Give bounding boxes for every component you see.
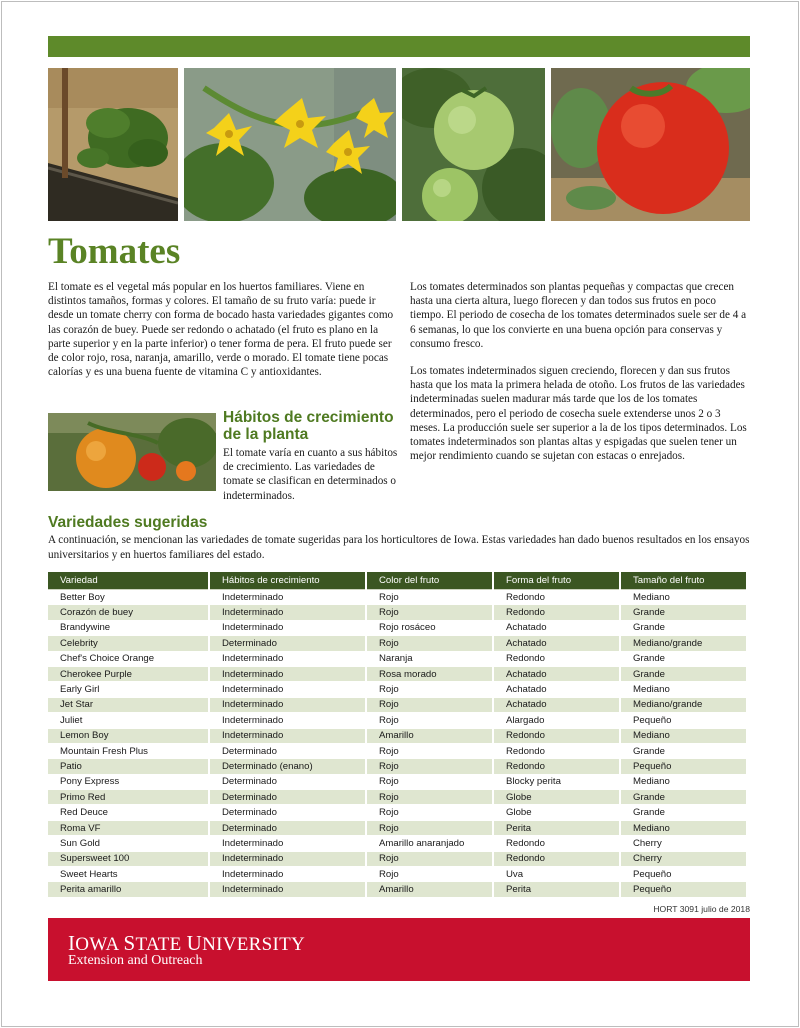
- table-cell: Mediano/grande: [620, 636, 747, 651]
- table-cell: Indeterminado: [209, 651, 366, 666]
- table-cell: Rojo: [366, 790, 493, 805]
- table-cell: Mediano: [620, 590, 747, 605]
- table-row: [48, 697, 747, 712]
- table-cell: Indeterminado: [209, 728, 366, 743]
- table-cell: Grande: [620, 805, 747, 820]
- table-cell: Chef's Choice Orange: [48, 651, 209, 666]
- table-cell: Rojo: [366, 713, 493, 728]
- table-row: [48, 590, 747, 605]
- table-cell: Rojo rosáceo: [366, 620, 493, 635]
- table-cell: Jet Star: [48, 697, 209, 712]
- varieties-heading: Variedades sugeridas: [48, 514, 208, 531]
- table-cell: Corazón de buey: [48, 605, 209, 620]
- table-row: [48, 774, 747, 789]
- table-cell: Perita: [493, 820, 620, 835]
- table-row: [48, 820, 747, 835]
- table-cell: Mediano: [620, 682, 747, 697]
- column-header: Color del fruto: [366, 572, 493, 590]
- table-cell: Cherokee Purple: [48, 666, 209, 681]
- table-cell: Achatado: [493, 636, 620, 651]
- table-cell: Early Girl: [48, 682, 209, 697]
- table-cell: Mountain Fresh Plus: [48, 743, 209, 758]
- table-cell: Determinado: [209, 743, 366, 758]
- table-cell: Uva: [493, 867, 620, 882]
- table-cell: Cherry: [620, 851, 747, 866]
- table-cell: Rojo: [366, 590, 493, 605]
- table-cell: Patio: [48, 759, 209, 774]
- table-cell: Rojo: [366, 605, 493, 620]
- table-cell: Redondo: [493, 759, 620, 774]
- table-cell: Determinado: [209, 820, 366, 835]
- page-title: Tomates: [48, 231, 181, 272]
- table-cell: Redondo: [493, 590, 620, 605]
- column-header: Tamaño del fruto: [620, 572, 747, 590]
- table-cell: Redondo: [493, 605, 620, 620]
- table-cell: Determinado: [209, 790, 366, 805]
- determinate-paragraph: Los tomates determinados son plantas pequeñas y compactas que crecen hasta una cierta altura, luego florecen y dan todos sus frutos en poco tiempo. El periodo de cosecha de los tomates determinados suele ser de 4 a 6 semanas, lo que los convierte en una buena opción para conservas y consumo fresco.: [410, 281, 747, 350]
- column-header: Variedad: [48, 572, 209, 590]
- table-header-row: [48, 572, 747, 590]
- table-cell: Redondo: [493, 836, 620, 851]
- table-cell: Rojo: [366, 867, 493, 882]
- varieties-table: [48, 572, 748, 898]
- table-cell: Achatado: [493, 620, 620, 635]
- table-cell: Rojo: [366, 636, 493, 651]
- table-cell: Red Deuce: [48, 805, 209, 820]
- table-cell: Indeterminado: [209, 713, 366, 728]
- table-cell: Determinado: [209, 805, 366, 820]
- table-row: [48, 743, 747, 758]
- table-cell: Perita amarillo: [48, 882, 209, 897]
- table-cell: Rojo: [366, 774, 493, 789]
- photo-strip: [48, 68, 750, 221]
- table-row: [48, 836, 747, 851]
- university-wordmark: IOWA STATE UNIVERSITY: [68, 931, 306, 955]
- table-cell: Primo Red: [48, 790, 209, 805]
- table-cell: Indeterminado: [209, 836, 366, 851]
- table-cell: Indeterminado: [209, 605, 366, 620]
- table-cell: Grande: [620, 651, 747, 666]
- column-header: Forma del fruto: [493, 572, 620, 590]
- table-cell: Redondo: [493, 851, 620, 866]
- header-green-bar: [48, 36, 750, 57]
- ripening-tomatoes-photo: [48, 413, 216, 491]
- tomato-plant-photo: [48, 68, 178, 221]
- intro-paragraph: El tomate es el vegetal más popular en los huertos familiares. Viene en distintos tamaños, formas y colores. El tamaño de su fruto varía: puede ir desde un tomate cherry con forma de bocado hasta variedades gigantes como las corazón de buey. Puede ser redondo o achatado (el fruto es plano en la parte superior y en la parte inferior) o tener forma de pera. El fruto puede ser de color rojo, rosa, naranja, amarillo, verde o morado. El tomate tiene pocas calorías y es una buena fuente de vitamina C y antioxidantes.: [48, 281, 394, 379]
- table-cell: Grande: [620, 605, 747, 620]
- red-tomato-photo: [551, 68, 750, 221]
- table-cell: Rojo: [366, 851, 493, 866]
- table-row: [48, 759, 747, 774]
- table-cell: Indeterminado: [209, 851, 366, 866]
- growth-habits-heading: Hábitos de crecimiento de la planta: [223, 409, 394, 443]
- table-cell: Rojo: [366, 682, 493, 697]
- indeterminate-paragraph: Los tomates indeterminados siguen creciendo, florecen y dan sus frutos hasta que los mata la primera helada de otoño. Los frutos de las variedades indeterminadas suelen madurar más tarde que los de los tomates determinados, pero el periodo de cosecha suele extenderse unos 2 o 3 meses. La producción suele ser superior a la de los tipos determinados. Los tomates indeterminados son plantas altas y espigadas que suelen tener un mejor rendimiento cuando se sujetan con estacas o enrejados.: [410, 365, 747, 463]
- table-cell: Indeterminado: [209, 867, 366, 882]
- table-cell: Achatado: [493, 666, 620, 681]
- table-cell: Brandywine: [48, 620, 209, 635]
- growth-habits-paragraph: El tomate varía en cuanto a sus hábitos de crecimiento. Las variedades de tomate se clasifican en determinados o indeterminados.: [223, 447, 398, 502]
- table-row: [48, 666, 747, 681]
- table-cell: Grande: [620, 620, 747, 635]
- table-cell: Indeterminado: [209, 590, 366, 605]
- table-row: [48, 851, 747, 866]
- table-cell: Determinado: [209, 774, 366, 789]
- table-cell: Grande: [620, 743, 747, 758]
- table-cell: Rojo: [366, 759, 493, 774]
- table-cell: Lemon Boy: [48, 728, 209, 743]
- table-cell: Pony Express: [48, 774, 209, 789]
- table-cell: Globe: [493, 805, 620, 820]
- table-row: [48, 728, 747, 743]
- table-cell: Determinado (enano): [209, 759, 366, 774]
- table-cell: Rojo: [366, 697, 493, 712]
- table-cell: Pequeño: [620, 867, 747, 882]
- table-cell: Rojo: [366, 820, 493, 835]
- table-cell: Roma VF: [48, 820, 209, 835]
- table-row: [48, 713, 747, 728]
- green-tomatoes-photo: [402, 68, 545, 221]
- table-cell: Mediano: [620, 728, 747, 743]
- table-cell: Grande: [620, 790, 747, 805]
- table-cell: Redondo: [493, 743, 620, 758]
- table-cell: Rojo: [366, 743, 493, 758]
- table-cell: Determinado: [209, 636, 366, 651]
- table-cell: Redondo: [493, 728, 620, 743]
- table-cell: Blocky perita: [493, 774, 620, 789]
- table-cell: Achatado: [493, 682, 620, 697]
- table-row: [48, 636, 747, 651]
- table-row: [48, 682, 747, 697]
- column-header: Hábitos de crecimiento: [209, 572, 366, 590]
- table-cell: Pequeño: [620, 882, 747, 897]
- table-cell: Redondo: [493, 651, 620, 666]
- table-cell: Amarillo: [366, 728, 493, 743]
- table-cell: Indeterminado: [209, 666, 366, 681]
- table-cell: Juliet: [48, 713, 209, 728]
- table-cell: Rojo: [366, 805, 493, 820]
- table-row: [48, 620, 747, 635]
- table-cell: Amarillo anaranjado: [366, 836, 493, 851]
- table-cell: Grande: [620, 666, 747, 681]
- table-row: [48, 882, 747, 897]
- table-cell: Alargado: [493, 713, 620, 728]
- table-row: [48, 867, 747, 882]
- table-cell: Achatado: [493, 697, 620, 712]
- footer-banner: [48, 918, 750, 981]
- varieties-intro: A continuación, se mencionan las variedades de tomate sugeridas para los horticultores de Iowa. Estas variedades han dado buenos resultados en los ensayos universitarios y en huertos familiares del estado.: [48, 534, 750, 561]
- table-cell: Mediano: [620, 774, 747, 789]
- table-cell: Naranja: [366, 651, 493, 666]
- table-row: [48, 605, 747, 620]
- table-cell: Sun Gold: [48, 836, 209, 851]
- table-cell: Better Boy: [48, 590, 209, 605]
- extension-outreach-label: Extension and Outreach: [68, 953, 203, 968]
- table-cell: Supersweet 100: [48, 851, 209, 866]
- table-cell: Mediano/grande: [620, 697, 747, 712]
- table-cell: Celebrity: [48, 636, 209, 651]
- table-cell: Mediano: [620, 820, 747, 835]
- table-cell: Perita: [493, 882, 620, 897]
- table-cell: Indeterminado: [209, 697, 366, 712]
- table-cell: Sweet Hearts: [48, 867, 209, 882]
- table-cell: Pequeño: [620, 713, 747, 728]
- table-cell: Amarillo: [366, 882, 493, 897]
- table-cell: Pequeño: [620, 759, 747, 774]
- table-cell: Rosa morado: [366, 666, 493, 681]
- table-row: [48, 651, 747, 666]
- tomato-flower-photo: [184, 68, 396, 221]
- table-cell: Cherry: [620, 836, 747, 851]
- table-row: [48, 790, 747, 805]
- document-number: HORT 3091 julio de 2018: [653, 904, 750, 914]
- table-cell: Indeterminado: [209, 682, 366, 697]
- table-cell: Globe: [493, 790, 620, 805]
- table-cell: Indeterminado: [209, 620, 366, 635]
- table-row: [48, 805, 747, 820]
- table-cell: Indeterminado: [209, 882, 366, 897]
